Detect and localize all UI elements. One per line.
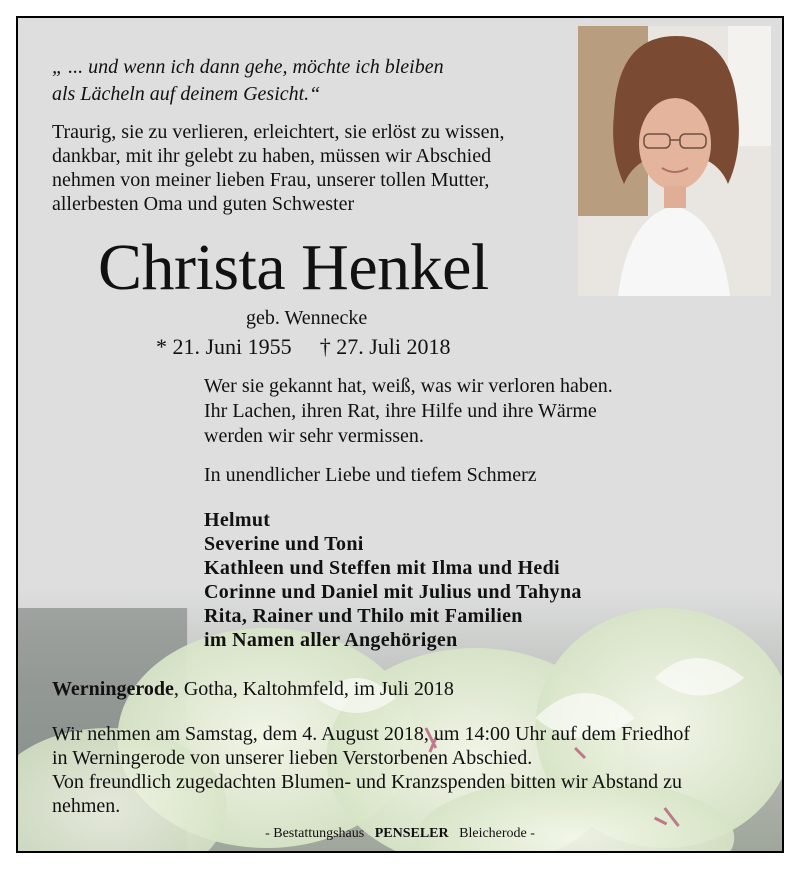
family-member: Severine und Toni xyxy=(204,533,364,555)
funeral-home-name: PENSELER xyxy=(374,826,449,841)
intro-line: Traurig, sie zu verlieren, erleichtert, sie erlöst zu wissen, xyxy=(52,121,505,143)
quote-line: „ ... und wenn ich dann gehe, möchte ich bleiben xyxy=(52,56,444,78)
life-dates xyxy=(156,334,450,360)
intro-text xyxy=(52,120,504,216)
place-main: Werningerode xyxy=(52,678,174,700)
intro-line: dankbar, mit ihr gelebt zu haben, müssen wir Abschied xyxy=(52,145,492,167)
funeral-notice xyxy=(52,722,772,818)
funeral-line: in Werningerode von unserer lieben Verstorbenen Abschied. xyxy=(52,747,533,769)
obituary-card xyxy=(16,16,784,853)
family-member: Helmut xyxy=(204,509,271,531)
family-member: im Namen aller Angehörigen xyxy=(204,629,458,651)
birth-date: * 21. Juni 1955 xyxy=(156,334,292,359)
place-rest: , Gotha, Kaltohmfeld, im Juli 2018 xyxy=(173,678,454,700)
funeral-line: nehmen. xyxy=(52,795,121,817)
death-date: † 27. Juli 2018 xyxy=(319,334,451,359)
opening-quote xyxy=(52,54,444,108)
portrait-photo xyxy=(578,26,771,296)
family-member: Corinne und Daniel mit Julius und Tahyna xyxy=(204,581,582,603)
family-list xyxy=(204,508,582,652)
family-member: Rita, Rainer und Thilo mit Familien xyxy=(204,605,523,627)
footer-prefix: - Bestattungshaus xyxy=(265,826,365,841)
birth-name: geb. Wennecke xyxy=(246,307,368,329)
quote-line: als Lächeln auf deinem Gesicht.“ xyxy=(52,83,321,105)
intro-line: nehmen von meiner lieben Frau, unserer tollen Mutter, xyxy=(52,169,490,191)
intro-line: allerbesten Oma und guten Schwester xyxy=(52,193,355,215)
love-line: In unendlicher Liebe und tiefem Schmerz xyxy=(204,464,537,486)
funeral-line: Von freundlich zugedachten Blumen- und Kranzspenden bitten wir Abstand zu xyxy=(52,771,683,793)
family-member: Kathleen und Steffen mit Ilma und Hedi xyxy=(204,557,560,579)
funeral-home-footer xyxy=(18,826,782,842)
place-date xyxy=(52,678,454,701)
poem xyxy=(204,374,613,449)
poem-line: werden wir sehr vermissen. xyxy=(204,425,424,447)
poem-line: Wer sie gekannt hat, weiß, was wir verloren haben. xyxy=(204,375,613,397)
footer-suffix: Bleicherode - xyxy=(459,826,535,841)
funeral-line: Wir nehmen am Samstag, dem 4. August 2018, um 14:00 Uhr auf dem Friedhof xyxy=(52,723,690,745)
poem-line: Ihr Lachen, ihren Rat, ihre Hilfe und ihre Wärme xyxy=(204,400,597,422)
deceased-name: Christa Henkel xyxy=(98,231,489,304)
